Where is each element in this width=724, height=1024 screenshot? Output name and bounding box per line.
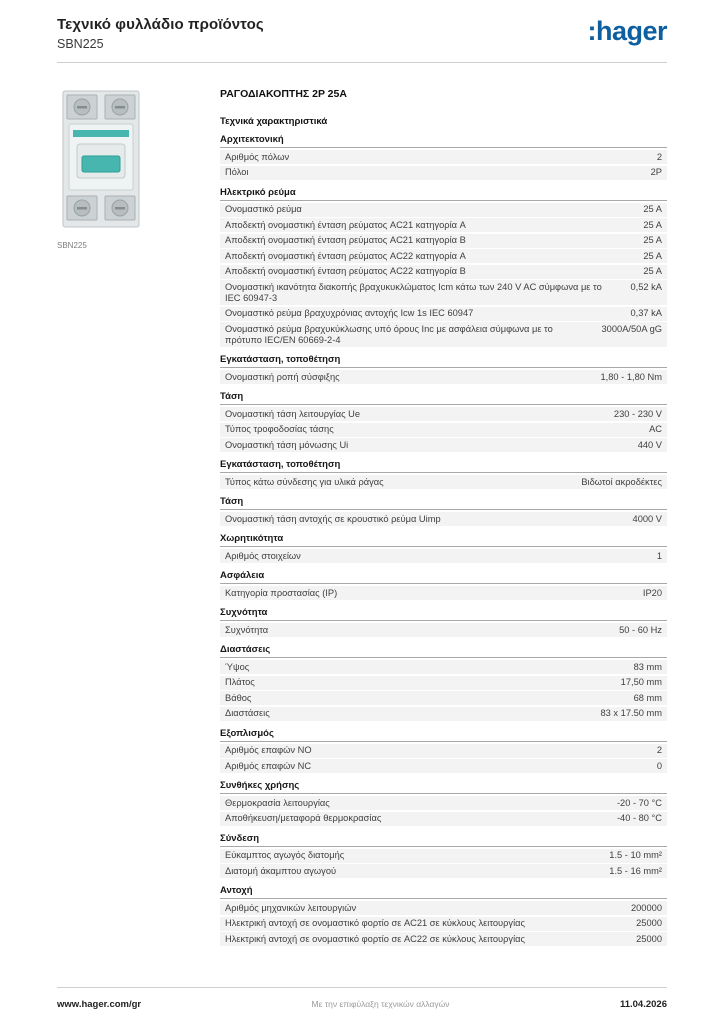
spec-row <box>220 796 667 810</box>
spec-row <box>220 280 667 305</box>
spec-row <box>220 812 667 826</box>
section-heading: Ασφάλεια <box>220 570 667 584</box>
spec-row <box>220 265 667 279</box>
spec-value: Βιδωτοί ακροδέκτες <box>581 476 662 487</box>
spec-label: Ονομαστική ικανότητα διακοπής βραχυκυκλώματος Icm κάτω των 240 V AC σύμφωνα με το IEC 60947-3 <box>225 281 602 303</box>
content-area <box>57 88 667 974</box>
spec-row <box>220 203 667 217</box>
spec-row <box>220 475 667 489</box>
section-heading: Ηλεκτρικό ρεύμα <box>220 187 667 201</box>
spec-value: 83 x 17.50 mm <box>600 708 662 718</box>
spec-label: Τύπος κάτω σύνδεσης για υλικά ράγας <box>225 476 384 487</box>
product-image-caption: SBN225 <box>57 241 87 250</box>
spec-row <box>220 864 667 878</box>
spec-value: 230 - 230 V <box>613 408 662 419</box>
spec-row <box>220 218 667 232</box>
section-heading: Εγκατάσταση, τοποθέτηση <box>220 354 667 368</box>
spec-row <box>220 707 667 721</box>
spec-label: Αριθμός μηχανικών λειτουργιών <box>225 902 357 913</box>
spec-label: Πόλοι <box>225 167 249 177</box>
page-footer <box>57 987 667 1010</box>
header-divider <box>57 62 667 63</box>
spec-row <box>220 322 667 347</box>
spec-row <box>220 512 667 526</box>
spec-row <box>220 549 667 563</box>
spec-label: Διαστάσεις <box>225 708 270 718</box>
spec-label: Ονομαστική τάση λειτουργίας Ue <box>225 408 361 419</box>
spec-value: 1.5 - 10 mm² <box>609 850 662 860</box>
spec-label: Αποδεκτή ονομαστική ένταση ρεύματος AC22 κατηγορία B <box>225 266 466 276</box>
product-image <box>57 88 220 235</box>
page-header <box>57 16 667 51</box>
spec-row <box>220 423 667 437</box>
spec-label: Ονομαστική τάση μόνωσης Ui <box>225 439 349 450</box>
spec-row <box>220 917 667 931</box>
product-column <box>57 88 220 974</box>
spec-row <box>220 744 667 758</box>
spec-value: 0 <box>656 760 662 771</box>
spec-row <box>220 623 667 637</box>
spec-value: 25 A <box>643 235 662 245</box>
spec-value: 3000A/50A gG <box>601 323 662 334</box>
document-title: Τεχνικό φυλλάδιο προϊόντος <box>57 16 264 33</box>
spec-row <box>220 849 667 863</box>
spec-label: Αποδεκτή ονομαστική ένταση ρεύματος AC21 κατηγορία B <box>225 235 466 245</box>
spec-row <box>220 586 667 600</box>
spec-value: 25 A <box>643 219 662 230</box>
product-title: ΡΑΓΟΔΙΑΚΟΠΤΗΣ 2P 25A <box>220 88 347 100</box>
spec-row <box>220 438 667 452</box>
section-heading: Αντοχή <box>220 885 667 899</box>
section-heading: Συχνότητα <box>220 607 667 621</box>
spec-label: Αριθμός επαφών NC <box>225 760 312 771</box>
spec-value: 25 A <box>643 266 662 276</box>
spec-row <box>220 150 667 164</box>
section-heading: Χωρητικότητα <box>220 533 667 547</box>
product-code: SBN225 <box>57 37 104 51</box>
spec-value: 200000 <box>630 902 662 913</box>
spec-value: 25 A <box>643 250 662 261</box>
spec-label: Πλάτος <box>225 677 255 687</box>
specs-section-title: Τεχνικά χαρακτηριστικά <box>220 116 328 127</box>
spec-value: 2 <box>656 745 662 755</box>
spec-value: 50 - 60 Hz <box>619 624 662 635</box>
section-heading: Τάση <box>220 496 667 510</box>
spec-value: 17,50 mm <box>620 677 662 687</box>
section-heading: Αρχιτεκτονική <box>220 134 667 148</box>
spec-value: 25 A <box>643 204 662 214</box>
spec-value: 2P <box>650 167 662 177</box>
spec-label: Τύπος τροφοδοσίας τάσης <box>225 424 334 434</box>
spec-label: Ονομαστική ροπή σύσφιξης <box>225 371 340 382</box>
spec-label: Ηλεκτρική αντοχή σε ονομαστικό φορτίο σε AC21 σε κύκλους λειτουργίας <box>225 918 525 928</box>
spec-label: Κατηγορία προστασίας (IP) <box>225 587 338 598</box>
spec-label: Αριθμός πόλων <box>225 151 290 162</box>
spec-label: Εύκαμπτος αγωγός διατομής <box>225 850 345 860</box>
spec-row <box>220 234 667 248</box>
spec-value: IP20 <box>642 587 662 598</box>
section-heading: Διαστάσεις <box>220 644 667 658</box>
spec-value: 68 mm <box>633 692 662 703</box>
spec-value: 83 mm <box>633 661 662 672</box>
section-heading: Τάση <box>220 391 667 405</box>
spec-label: Ηλεκτρική αντοχή σε ονομαστικό φορτίο σε AC22 σε κύκλους λειτουργίας <box>225 933 525 944</box>
spec-label: Αριθμός επαφών NO <box>225 745 312 755</box>
spec-value: 440 V <box>637 439 662 450</box>
spec-row <box>220 307 667 321</box>
hager-logo: :hager <box>587 16 667 46</box>
spec-label: Ονομαστικό ρεύμα βραχυκύκλωσης υπό όρους Inc με ασφάλεια σύμφωνα με το πρότυπο IEC/EN 60669-2-4 <box>225 323 553 345</box>
spec-value: -20 - 70 °C <box>616 797 662 808</box>
spec-row <box>220 249 667 263</box>
spec-row <box>220 932 667 946</box>
spec-value: 2 <box>656 151 662 162</box>
spec-label: Ονομαστικό ρεύμα βραχυχρόνιας αντοχής Icw 1s IEC 60947 <box>225 308 474 318</box>
spec-label: Ονομαστικό ρεύμα <box>225 204 302 214</box>
spec-label: Αποδεκτή ονομαστική ένταση ρεύματος AC21 κατηγορία A <box>225 219 466 230</box>
spec-value: 4000 V <box>632 513 662 524</box>
spec-label: Συχνότητα <box>225 624 269 635</box>
spec-label: Αποδεκτή ονομαστική ένταση ρεύματος AC22 κατηγορία A <box>225 250 466 261</box>
spec-row <box>220 676 667 690</box>
spec-value: 25000 <box>636 933 662 944</box>
spec-label: Αριθμός στοιχείων <box>225 550 301 561</box>
spec-label: Θερμοκρασία λειτουργίας <box>225 797 330 808</box>
spec-label: Ύψος <box>225 661 250 672</box>
section-heading: Συνθήκες χρήσης <box>220 780 667 794</box>
spec-row <box>220 901 667 915</box>
spec-label: Ονομαστική τάση αντοχής σε κρουστικό ρεύμα Uimp <box>225 513 441 524</box>
spec-label: Διατομή άκαμπτου αγωγού <box>225 865 337 876</box>
spec-value: AC <box>649 424 662 434</box>
spec-label: Βάθος <box>225 692 252 703</box>
spec-row <box>220 166 667 180</box>
spec-value: 1.5 - 16 mm² <box>609 865 662 876</box>
spec-value: -40 - 80 °C <box>616 813 662 823</box>
spec-row <box>220 370 667 384</box>
spec-value: 0,52 kA <box>630 281 662 292</box>
spec-value: 0,37 kA <box>630 308 662 318</box>
spec-value: 25000 <box>636 918 662 928</box>
website-link[interactable]: www.hager.com/gr <box>57 999 142 1010</box>
spec-label: Αποθήκευση/μεταφορά θερμοκρασίας <box>225 813 382 823</box>
section-heading: Εξοπλισμός <box>220 728 667 742</box>
section-heading: Σύνδεση <box>220 833 667 847</box>
spec-value: 1,80 - 1,80 Nm <box>600 371 662 382</box>
spec-sections <box>220 134 667 946</box>
spec-value: 1 <box>656 550 662 561</box>
specs-column <box>220 88 667 974</box>
disclaimer-text: Με την επιφύλαξη τεχνικών αλλαγών <box>311 999 450 1009</box>
spec-row <box>220 407 667 421</box>
date-text: 11.04.2026 <box>619 999 667 1010</box>
spec-row <box>220 759 667 773</box>
section-heading: Εγκατάσταση, τοποθέτηση <box>220 459 667 473</box>
spec-row <box>220 691 667 705</box>
spec-row <box>220 660 667 674</box>
